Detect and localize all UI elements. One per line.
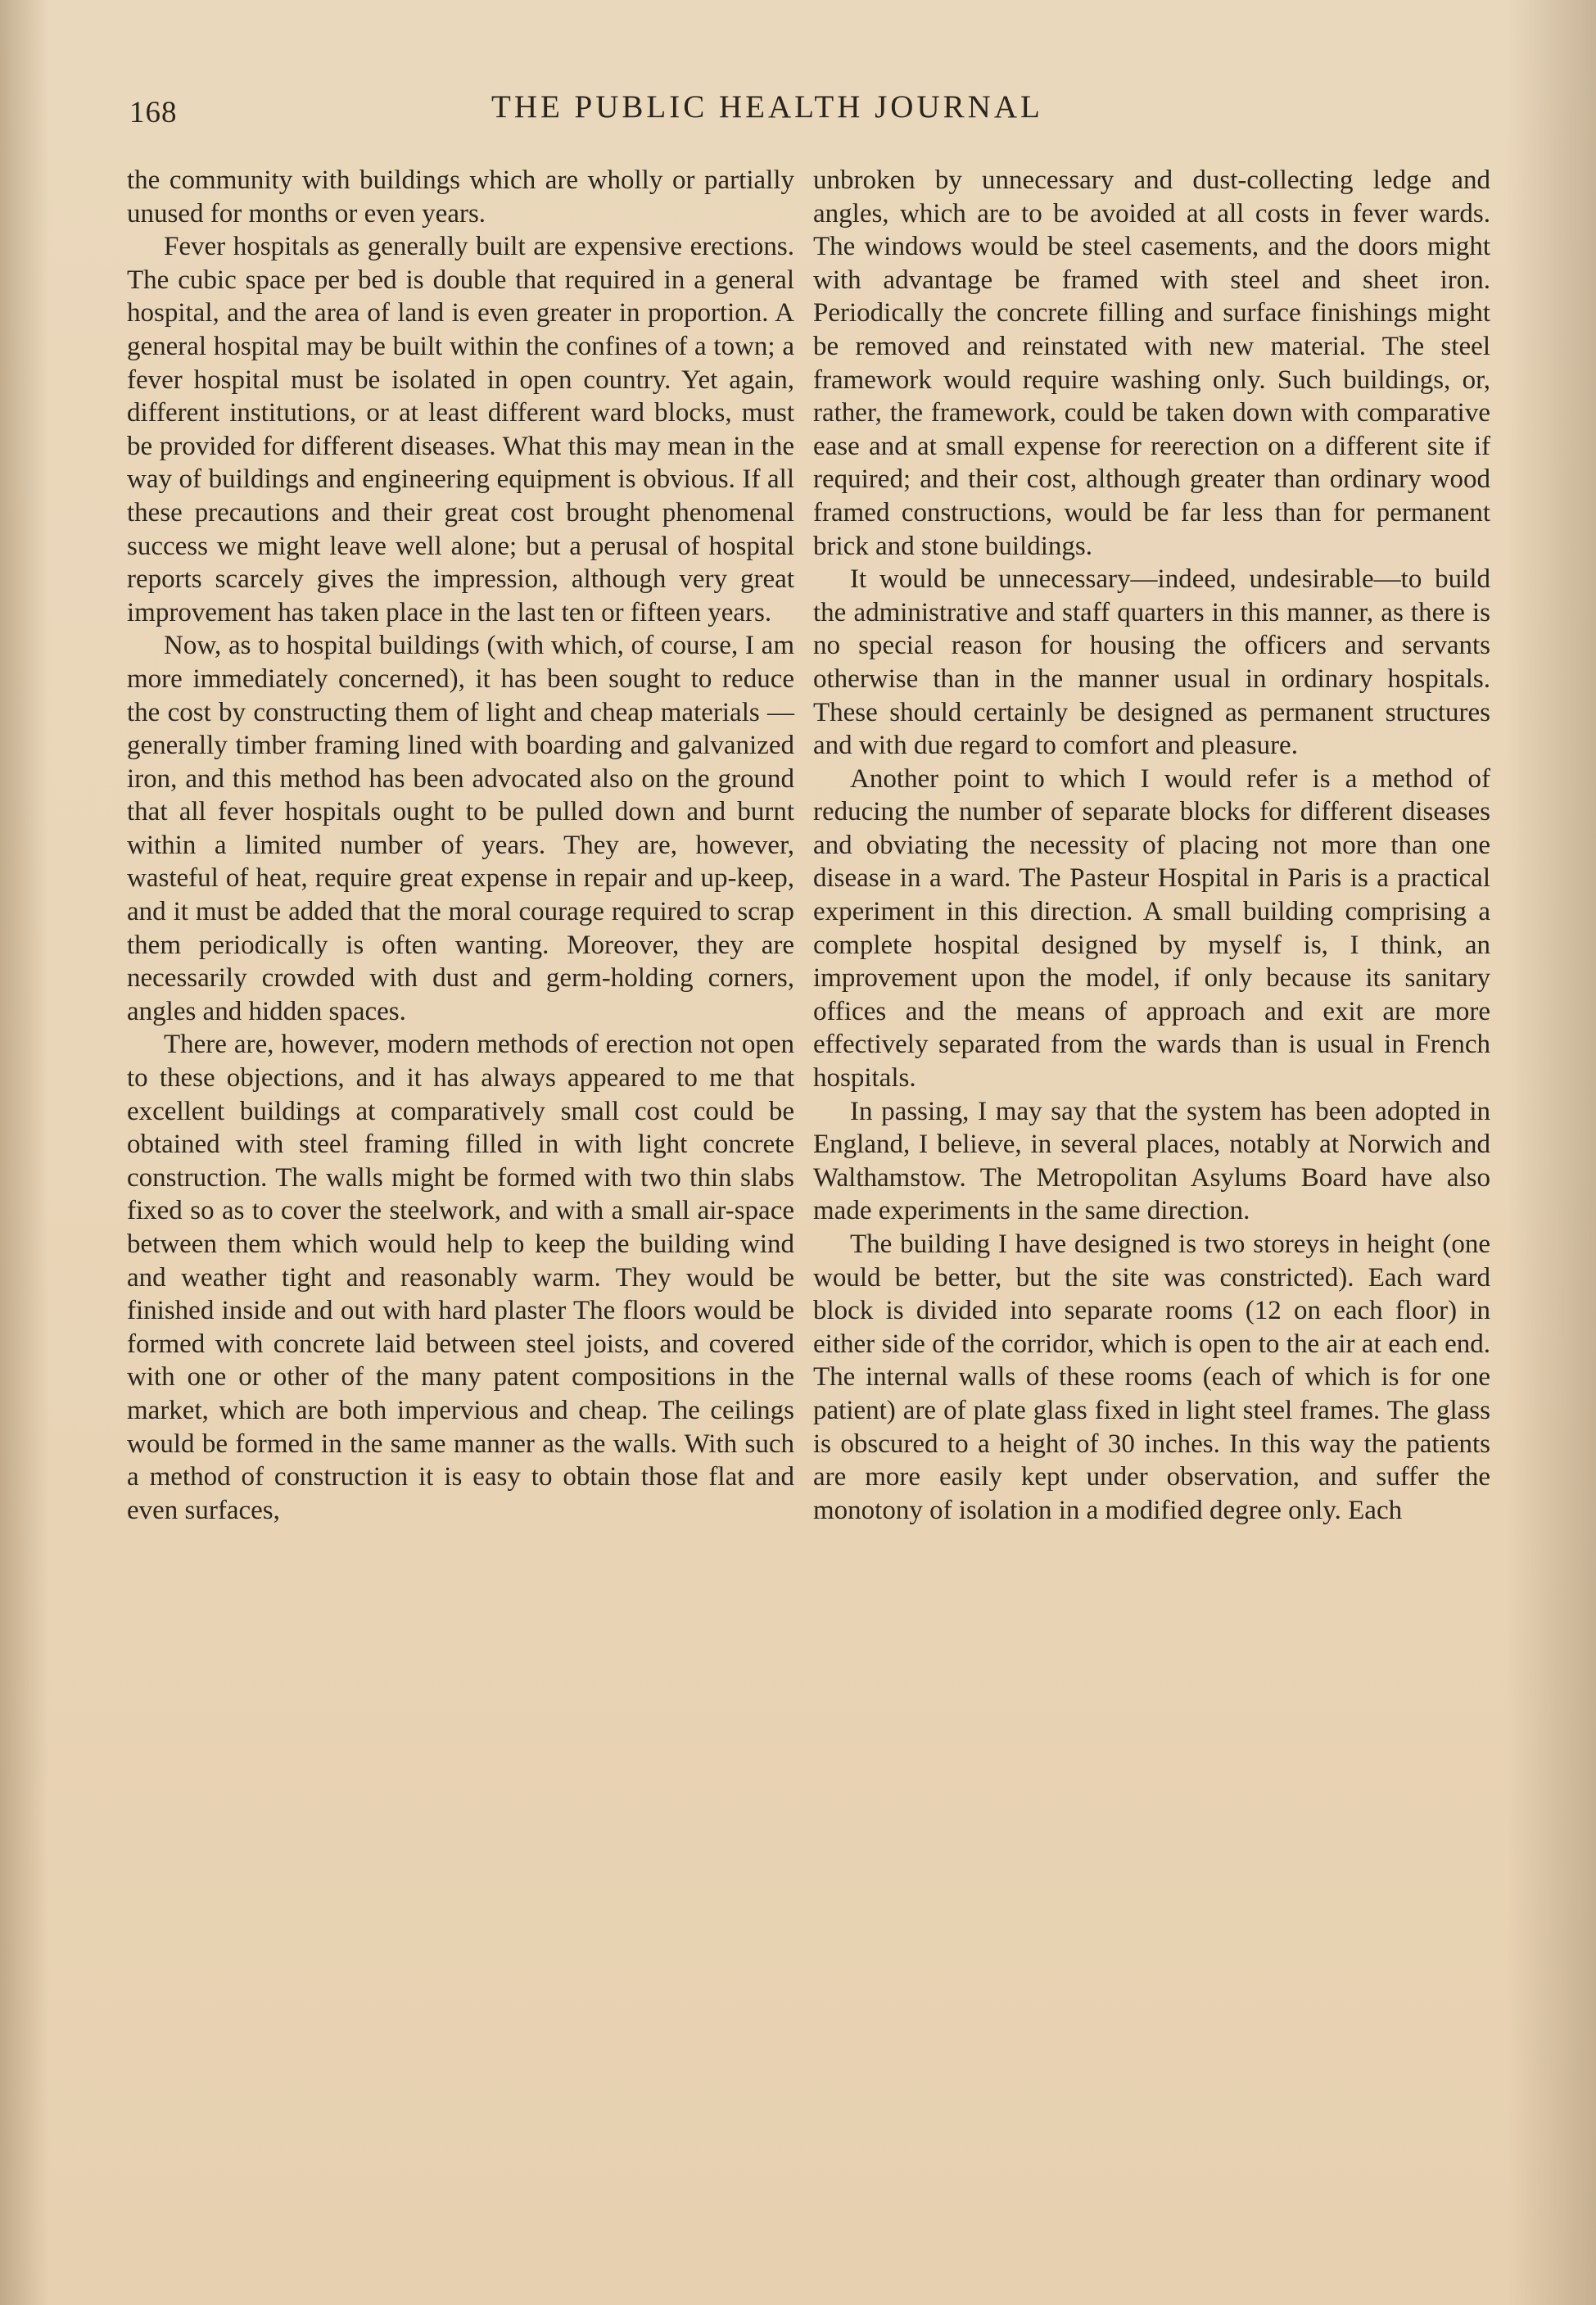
paragraph: It would be unnecessary—indeed, undesirable—to build the administrative and staff quarters in this manner, as there is no special reason for housing the officers and servants otherwise than in the manner usual in ordinary hospitals. These should certainly be designed as permanent structures and with due regard to comfort and pleasure. xyxy=(813,564,1490,761)
left-column xyxy=(127,164,794,1527)
paragraph: In passing, I may say that the system has been adopted in England, I believe, in several places, notably at Norwich and Walthamstow. The Metropolitan Asylums Board have also made experiments in the same direction. xyxy=(813,1096,1490,1226)
journal-title: THE PUBLIC HEALTH JOURNAL xyxy=(491,89,1043,125)
paragraph: unbroken by unnecessary and dust-collecting ledge and angles, which are to be avoided at all costs in fever wards. The windows would be steel casements, and the doors might with advantage be framed with steel and sheet iron. Periodically the concrete filling and surface finishings might be removed and reinstated with new material. The steel framework would require washing only. Such buildings, or, rather, the framework, could be taken down with comparative ease and at small expense for reerection on a different site if required; and their cost, although greater than ordinary wood framed constructions, would be far less than for permanent brick and stone buildings. xyxy=(813,165,1490,561)
page-number: 168 xyxy=(129,96,178,129)
paragraph: the community with buildings which are wholly or partially unused for months or even years. xyxy=(127,165,794,229)
paragraph: Now, as to hospital buildings (with which, of course, I am more immediately concerned), it has been sought to reduce the cost by constructing them of light and cheap materials — generally timber framing lined with boarding and galvanized iron, and this method has been advocated also on the ground that all fever hospitals ought to be pulled down and burnt within a limited number of years. They are, however, wasteful of heat, require great expense in repair and up-keep, and it must be added that the moral courage required to scrap them periodically is often wanting. Moreover, they are necessarily crowded with dust and germ-holding corners, angles and hidden spaces. xyxy=(127,631,794,1026)
paragraph: The building I have designed is two storeys in height (one would be better, but the site was constricted). Each ward block is divided into separate rooms (12 on each floor) in either side of the corridor, which is open to the air at each end. The internal walls of these rooms (each of which is for one patient) are of plate glass fixed in light steel frames. The glass is obscured to a height of 30 inches. In this way the patients are more easily kept under observation, and suffer the monotony of isolation in a modified degree only. Each xyxy=(813,1229,1490,1525)
paragraph: There are, however, modern methods of erection not open to these objections, and it has always appeared to me that excellent buildings at comparatively small cost could be obtained with steel framing filled in with light concrete construction. The walls might be formed with two thin slabs fixed so as to cover the steelwork, and with a small air-space between them which would help to keep the building wind and weather tight and reasonably warm. They would be finished inside and out with hard plaster The floors would be formed with concrete laid between steel joists, and covered with one or other of the many patent compositions in the market, which are both impervious and cheap. The ceilings would be formed in the same manner as the walls. With such a method of construction it is easy to obtain those flat and even surfaces, xyxy=(127,1030,794,1525)
right-column xyxy=(813,164,1490,1527)
running-head xyxy=(123,84,1531,133)
paragraph: Another point to which I would refer is a method of reducing the number of separate blocks for different diseases and obviating the necessity of placing not more than one disease in a ward. The Pasteur Hospital in Paris is a practical experiment in this direction. A small building comprising a complete hospital designed by myself is, I think, an improvement upon the model, if only because its sanitary offices and the means of approach and exit are more effectively separated from the wards than is usual in French hospitals. xyxy=(813,763,1490,1094)
paragraph: Fever hospitals as generally built are expensive erections. The cubic space per bed is double that required in a general hospital, and the area of land is even greater in proportion. A general hospital may be built within the confines of a town; a fever hospital must be isolated in open country. Yet again, different institutions, or at least different ward blocks, must be provided for different diseases. What this may mean in the way of buildings and engineering equipment is obvious. If all these precautions and their great cost brought phenomenal success we might leave well alone; but a perusal of hospital reports scarcely gives the impression, although very great improvement has taken place in the last ten or fifteen years. xyxy=(127,232,794,627)
